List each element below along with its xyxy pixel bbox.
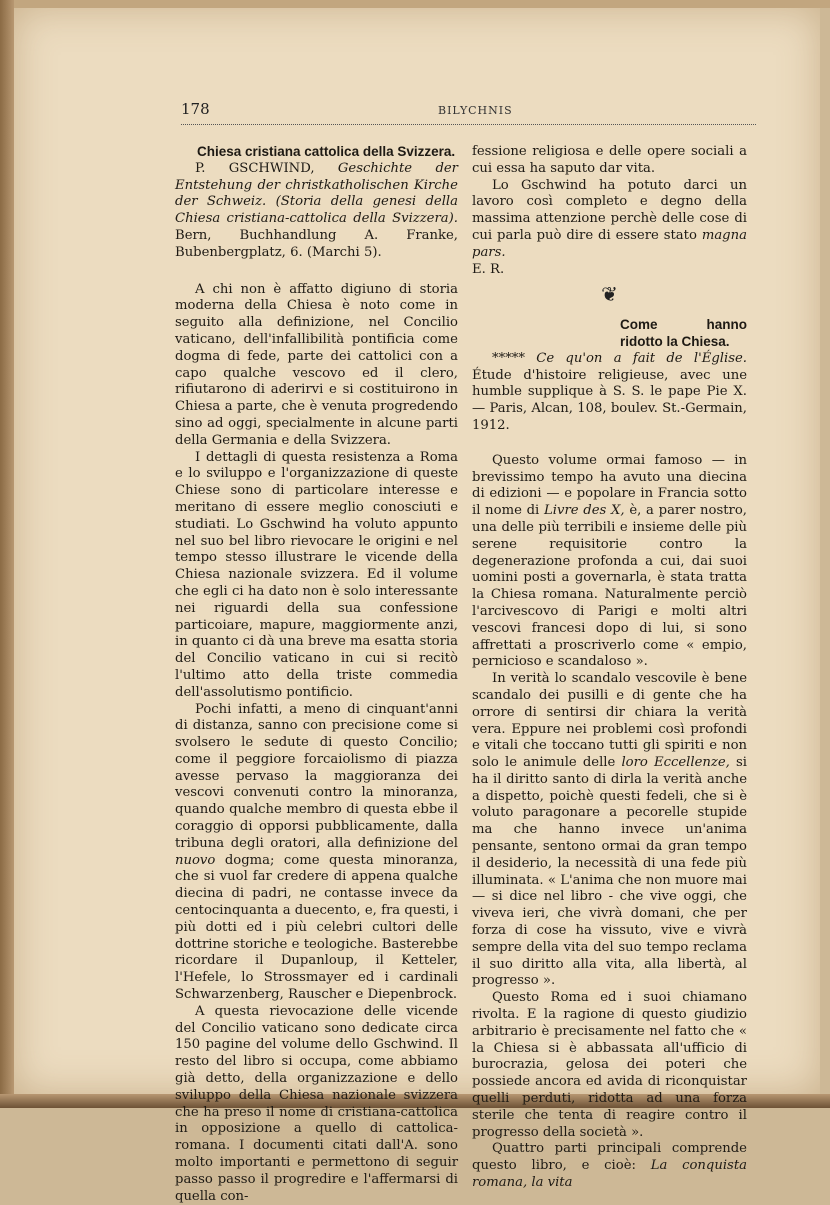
running-title: BILYCHNIS (438, 104, 513, 117)
paragraph-text: Questo volume ormai famoso — in brevissimo tempo ha avuto una diecina di edizioni — e popolare in Francia sotto il nome di (472, 452, 747, 519)
book-reference-2 (472, 351, 747, 435)
review-title-2: Come hanno ridotto la Chiesa. (620, 317, 747, 349)
paragraph (175, 702, 458, 1004)
ref-title-german: Geschichte der Entstehung der christkatholischen Kirche der Schweiz. (175, 160, 458, 210)
paragraph-text: Pochi infatti, a meno di cinquant'anni di distanza, sanno con precisione come si svolsero le sedute di questo Concilio; come il peggiore forcaiolismo di piazza avesse pervaso la maggioranza dei vescovi convenuti contro la minoranza, quando qualche membro di questa ebbe il coraggio di opporsi pubblicamente, dalla tribuna degli oratori, alla definizione del (175, 701, 458, 851)
paragraph-text: Quattro parti principali comprende questo libro, e cioè: (472, 1141, 747, 1174)
paragraph-text: Lo Gschwind ha potuto darci un lavoro così completo e degno della massima attenzione perchè delle cose di cui parla può dire di essere stato (472, 177, 747, 243)
ref-details: Étude d'histoire religieuse, avec une humble supplique à S. S. le pape Pie X. — Paris, Alcan, 108, boulev. St.-Germain, 1912. (472, 367, 747, 433)
paragraph: A chi non è affatto digiuno di storia moderna della Chiesa è noto come in seguito alla definizione, nel Concilio vaticano, dell'infallibilità pontificia come dogma di fede, parte dei cattolici con a capo qualche vescovo ed il clero, rifiutarono di aderirvi e si costituirono in Chiesa a parte, che è venuta progredendo sino ad oggi, specialmente in alcune parti della Germania e della Svizzera. (175, 281, 458, 448)
page-header (181, 100, 756, 124)
ref-stars: ***** (492, 350, 525, 366)
emphasis-text: magna pars. (472, 227, 747, 260)
left-column (175, 144, 458, 1205)
paragraph-text: è, a parer nostro, una delle più terribili e insieme delle più serene requisitorie contro la degenerazione profonda a cui, dai suoi uomini posti a governarla, è stata tratta la Chiesa romana. Naturalmente perciò l'arcivescovo di Parigi e molti altri vescovi francesi dopo di lui, si sono affrettati a proscriverlo come « empio, pernicioso e scandaloso ». (472, 503, 747, 670)
emphasis-text: nuovo (175, 852, 216, 868)
paragraph-continuation: fessione religiosa e delle opere sociali a cui essa ha saputo dar vita. (472, 144, 747, 176)
ref-publisher: Bern, Buchhandlung A. Franke, Bubenbergplatz, 6. (Marchi 5). (175, 227, 458, 260)
review-title-1: Chiesa cristiana cattolica della Svizzera. (197, 144, 456, 159)
paragraph (472, 671, 747, 990)
paragraph (472, 1141, 747, 1191)
paragraph-text: In verità lo scandalo vescovile è bene scandalo dei pusilli e di gente che ha orrore di sentirsi dir chiara la verità vera. Eppure nei problemi così profondi e vitali che toccano tutti gli spiriti e non solo le animule delle (472, 671, 747, 771)
ref-title-italian: (Storia della genesi della Chiesa cristiana-cattolica della Svizzera). (175, 194, 459, 227)
leaf-ornament-icon: ❦ (601, 282, 618, 307)
ref-author: P. GSCHWIND, (195, 160, 315, 176)
paragraph (472, 453, 747, 671)
paragraph: A questa rievocazione delle vicende del Concilio vaticano sono dedicate circa 150 pagine del volume dello Gschwind. Il resto del libro si occupa, come abbiamo già detto, della organizzazione e dello sviluppo della Chiesa nazionale svizzera che ha preso il nome di cristiana-cattolica in opposizione a quello di cattolica-romana. I documenti citati dall'A. sono molto importanti e permettono di seguir passo passo il progredire e l'affermarsi di quella con- (175, 1003, 458, 1204)
ref-title-french: Ce qu'on a fait de l'Église. (536, 350, 747, 366)
page-top-edge (14, 0, 830, 8)
signature: E. R. (472, 261, 505, 277)
page-binding-edge (0, 0, 14, 1108)
emphasis-text: La conquista romana, la vita (472, 1158, 747, 1191)
page-number: 178 (181, 100, 210, 118)
paragraph-text: si ha il diritto santo di dirla la verità anche a dispetto, poichè questi fedeli, che si è voluto paragonare a pecorelle stupide ma che hanno invece un'anima pensante, sentono ormai da gran tempo il desiderio, la necessità di una fede più illuminata. « L'anima che non muore mai — si dice nel libro - che vive oggi, che viveva ieri, che vivrà domani, che per forza di cose ha vissuto, vive e vivrà sempre della vita del suo tempo reclama il suo diritto alla vita, alla libertà, al progresso ». (472, 755, 747, 989)
header-rule (181, 124, 756, 125)
paragraph: Questo Roma ed i suoi chiamano rivolta. E la ragione di questo giudizio arbitrario è precisamente nel fatto che « la Chiesa si è abbassata all'ufficio di burocrazia, gelosa dei poteri che possiede ancora ed avida di riconquistar quelli perduti, ridotta ad una forza sterile che tenta di reagire contro il progresso della società ». (472, 990, 747, 1140)
paragraph: I dettagli di questa resistenza a Roma e lo sviluppo e l'organizzazione di queste Chiese sono di particolare interesse e meritano di essere meglio conosciuti e studiati. Lo Gschwind ha voluto appunto nel suo bel libro rievocare le origini e nel tempo stesso illustrare le vicende della Chiesa nazionale svizzera. Ed il volume che egli ci ha dato non è solo interessante nei riguardi della sua confessione particoiare, mapure, maggiormente anzi, in quanto ci dà una breve ma esatta storia del Concilio vaticano in cui si recitò l'ultimo atto della triste commedia dell'assolutismo pontificio. (175, 449, 458, 700)
paragraph (472, 178, 747, 262)
paragraph-text: dogma; come questa minoranza, che si vuol far credere di appena qualche diecina di padri, ne contasse invece da centocinquanta a duecento, e, fra questi, i più dotti ed i più celebri cultori delle dottrine storiche e teologiche. Basterebbe ricordare il Dupanloup, il Ketteler, l'Hefele, lo Strossmayer ed i cardinali Schwarzenberg, Rauscher e Diepenbrock. (175, 852, 458, 1003)
emphasis-text: loro Eccellenze, (621, 755, 730, 771)
right-column (472, 144, 747, 1192)
book-reference-1 (175, 161, 458, 262)
emphasis-text: Livre des X, (544, 503, 625, 519)
